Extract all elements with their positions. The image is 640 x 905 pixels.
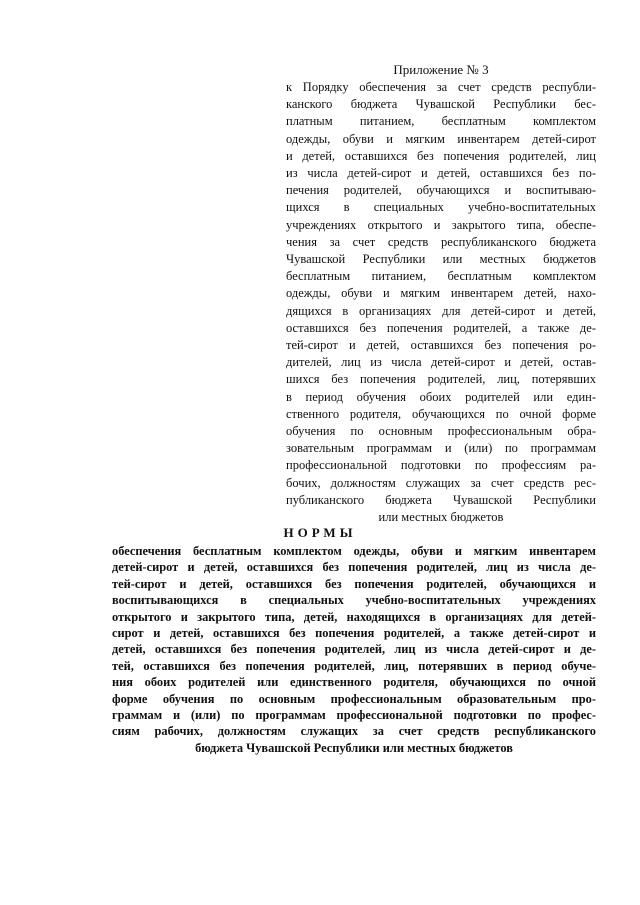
- appendix-text-line: публиканского бюджета Чувашской Республики: [286, 492, 596, 507]
- appendix-text-line: оставшихся без попечения родителей, а также де-: [286, 320, 596, 335]
- appendix-text-line: бочих, должностям служащих за счет средств рес-: [286, 475, 596, 490]
- appendix-text-line: зовательным программам и (или) по программам: [286, 441, 596, 456]
- appendix-text-line: дителей, лиц из числа детей-сирот и детей, остав-: [286, 355, 596, 370]
- body-text-line: сирот и детей, оставшихся без попечения родителей, а также детей-сирот и: [112, 626, 596, 641]
- body-text-line: открытого и закрытого типа, детей, находящихся в организациях для детей-: [112, 609, 596, 624]
- appendix-text-line: из числа детей-сирот и детей, оставшихся без по-: [286, 166, 596, 181]
- body-text-line: детей-сирот и детей, оставшихся без попечения родителей, лиц из числа де-: [112, 560, 596, 575]
- appendix-text-line: и детей, оставшихся без попечения родителей, лиц: [286, 148, 596, 163]
- body-text-line: форме обучения по основным профессиональным образовательным про-: [112, 691, 596, 706]
- appendix-reference-text: [286, 79, 596, 526]
- body-text-line: бюджета Чувашской Республики или местных бюджетов: [195, 740, 513, 755]
- appendix-text-line: одежды, обуви и мягким инвентарем детей-сирот: [286, 131, 596, 146]
- appendix-text-line: Чувашской Республики или местных бюджетов: [286, 252, 596, 267]
- appendix-text-line: бесплатным питанием, бесплатным комплектом: [286, 269, 596, 284]
- document-heading: НОРМЫ: [283, 525, 357, 540]
- appendix-text-line: обучения по основным профессиональным обра-: [286, 424, 596, 439]
- body-text-line: граммам и (или) по программам профессиональной подготовки по профес-: [112, 708, 596, 723]
- document-subtitle-text: [112, 543, 596, 756]
- body-text-line: ния обоих родителей или единственного родителя, обучающихся по очной: [112, 675, 596, 690]
- appendix-text-line: или местных бюджетов: [378, 510, 504, 525]
- appendix-text-line: чения за счет средств республиканского бюджета: [286, 234, 596, 249]
- appendix-text-line: шихся без попечения родителей, лиц, потерявших: [286, 372, 596, 387]
- body-text-line: детей, оставшихся без попечения родителей, лиц из числа детей-сирот и де-: [112, 642, 596, 657]
- appendix-text-line: тей-сирот и детей, оставшихся без попечения ро-: [286, 338, 596, 353]
- appendix-text-line: щихся в специальных учебно-воспитательных: [286, 200, 596, 215]
- appendix-text-line: учреждениях открытого и закрытого типа, обеспе-: [286, 217, 596, 232]
- body-text-line: тей, оставшихся без попечения родителей, лиц, потерявших в период обуче-: [112, 658, 596, 673]
- body-text-line: тей-сирот и детей, оставшихся без попечения родителей, обучающихся и: [112, 576, 596, 591]
- appendix-text-line: печения родителей, обучающихся и воспитываю-: [286, 183, 596, 198]
- body-text-line: обеспечения бесплатным комплектом одежды, обуви и мягким инвентарем: [112, 544, 596, 558]
- appendix-title: Приложение № 3: [393, 62, 489, 77]
- appendix-text-line: канского бюджета Чувашской Республики бес-: [286, 97, 596, 112]
- appendix-text-line: платным питанием, бесплатным комплектом: [286, 114, 596, 129]
- body-text-line: воспитывающихся в специальных учебно-воспитательных учреждениях: [112, 593, 596, 608]
- body-text-line: сиям рабочих, должностям служащих за счет средств республиканского: [112, 724, 596, 739]
- appendix-text-line: одежды, обуви и мягким инвентарем детей, нахо-: [286, 286, 596, 301]
- appendix-text-line: ственного родителя, обучающихся по очной форме: [286, 406, 596, 421]
- appendix-text-line: профессиональной подготовки по профессиям ра-: [286, 458, 596, 473]
- appendix-text-line: дящихся в организациях для детей-сирот и детей,: [286, 303, 596, 318]
- appendix-text-line: в период обучения обоих родителей или един-: [286, 389, 596, 404]
- appendix-text-line: к Порядку обеспечения за счет средств республи-: [286, 80, 596, 94]
